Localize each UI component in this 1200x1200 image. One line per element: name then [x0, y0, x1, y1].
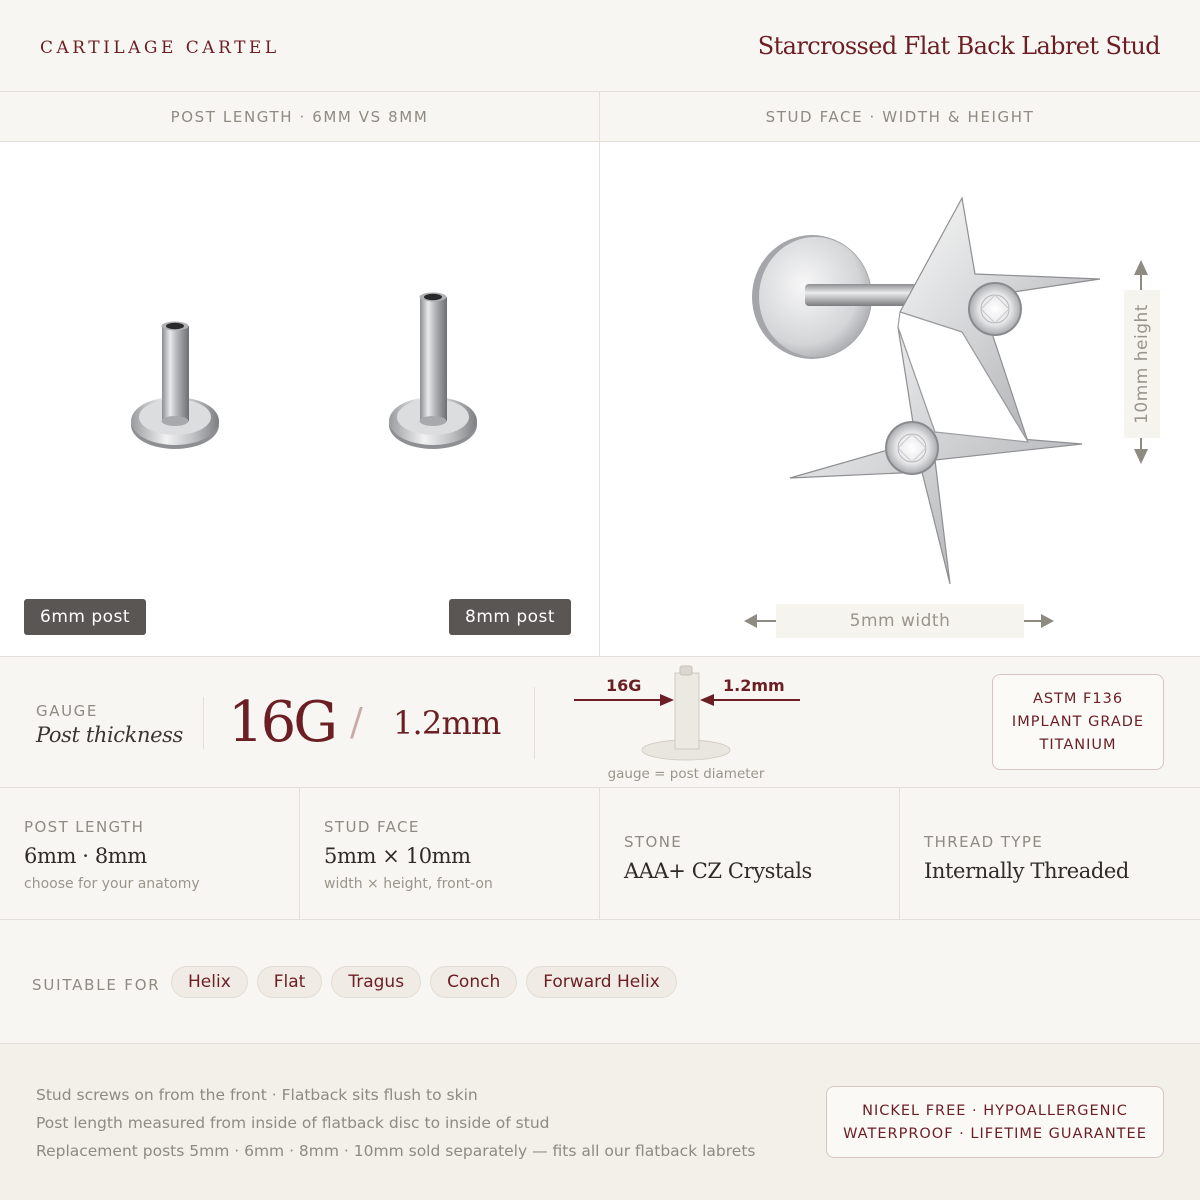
chip-flat[interactable]: Flat: [257, 966, 323, 998]
post-8mm-label: 8mm post: [449, 599, 571, 635]
gauge-divider: [534, 687, 535, 759]
footer-note: Replacement posts 5mm · 6mm · 8mm · 10mm sold separately — fits all our flatback labrets: [36, 1142, 756, 1160]
post-length-heading: POST LENGTH · 6MM VS 8MM: [0, 92, 599, 142]
gauge-slash: /: [350, 700, 363, 744]
footer-note: Stud screws on from the front · Flatback sits flush to skin: [36, 1086, 478, 1104]
guarantee-badge-line: WATERPROOF · LIFETIME GUARANTEE: [843, 1126, 1147, 1142]
product-title: Starcrossed Flat Back Labret Stud: [757, 32, 1160, 60]
gauge-diagram-caption: gauge = post diameter: [607, 766, 765, 782]
gauge-row: [0, 656, 1200, 788]
cz-crystal-icon: [886, 422, 938, 474]
post-8mm-graphic: [389, 293, 477, 450]
brand-logo[interactable]: CARTILAGE CARTEL: [40, 38, 280, 58]
material-badge-line: ASTM F136: [1032, 691, 1124, 707]
gauge-label: GAUGE: [36, 702, 98, 720]
spec-value: 5mm × 10mm: [324, 844, 471, 868]
height-label: 10mm height: [1132, 304, 1152, 424]
spec-value: AAA+ CZ Crystals: [624, 859, 812, 883]
spec-stone: [600, 788, 900, 919]
post-6mm-graphic: [131, 322, 219, 450]
height-label-box: [1124, 290, 1160, 438]
gauge-diameter: 1.2mm: [393, 704, 501, 742]
material-badge-line: IMPLANT GRADE: [1011, 714, 1145, 730]
chip-helix[interactable]: Helix: [171, 966, 248, 998]
spec-label: STUD FACE: [324, 818, 420, 836]
chip-forward-helix[interactable]: Forward Helix: [526, 966, 677, 998]
cz-crystal-icon: [969, 283, 1021, 335]
gauge-diagram: [560, 663, 820, 783]
material-badge-line: TITANIUM: [1039, 737, 1117, 753]
width-label: 5mm width: [776, 604, 1024, 638]
specs-row: [0, 788, 1200, 920]
stud-face-heading: STUD FACE · WIDTH & HEIGHT: [600, 92, 1200, 142]
suitable-for-row: [0, 920, 1200, 1044]
post-length-image: [0, 142, 599, 656]
footer: [0, 1044, 1200, 1200]
spec-note: choose for your anatomy: [24, 876, 200, 892]
gauge-subtitle: Post thickness: [36, 723, 183, 747]
placement-chips: [171, 966, 677, 998]
gauge-diagram-right-label: 1.2mm: [723, 676, 785, 695]
spec-post-length: [0, 788, 300, 919]
spec-label: STONE: [624, 833, 683, 851]
spec-thread-type: [900, 788, 1200, 919]
material-badge: [992, 674, 1164, 770]
spec-value: 6mm · 8mm: [24, 844, 147, 868]
page-header: [0, 0, 1200, 92]
spec-stud-face: [300, 788, 600, 919]
guarantee-badge: [826, 1086, 1164, 1158]
guarantee-badge-line: NICKEL FREE · HYPOALLERGENIC: [862, 1103, 1128, 1119]
post-6mm-label: 6mm post: [24, 599, 146, 635]
gauge-divider: [203, 697, 204, 749]
suitable-for-label: SUITABLE FOR: [32, 976, 161, 994]
spec-label: POST LENGTH: [24, 818, 145, 836]
chip-conch[interactable]: Conch: [430, 966, 517, 998]
gauge-value: 16G: [228, 690, 335, 755]
spec-label: THREAD TYPE: [924, 833, 1044, 851]
chip-tragus[interactable]: Tragus: [331, 966, 421, 998]
spec-value: Internally Threaded: [924, 859, 1129, 883]
spec-note: width × height, front-on: [324, 876, 493, 892]
stud-face-image: [600, 142, 1200, 656]
gauge-diagram-left-label: 16G: [606, 676, 642, 695]
footer-note: Post length measured from inside of flatback disc to inside of stud: [36, 1114, 550, 1132]
